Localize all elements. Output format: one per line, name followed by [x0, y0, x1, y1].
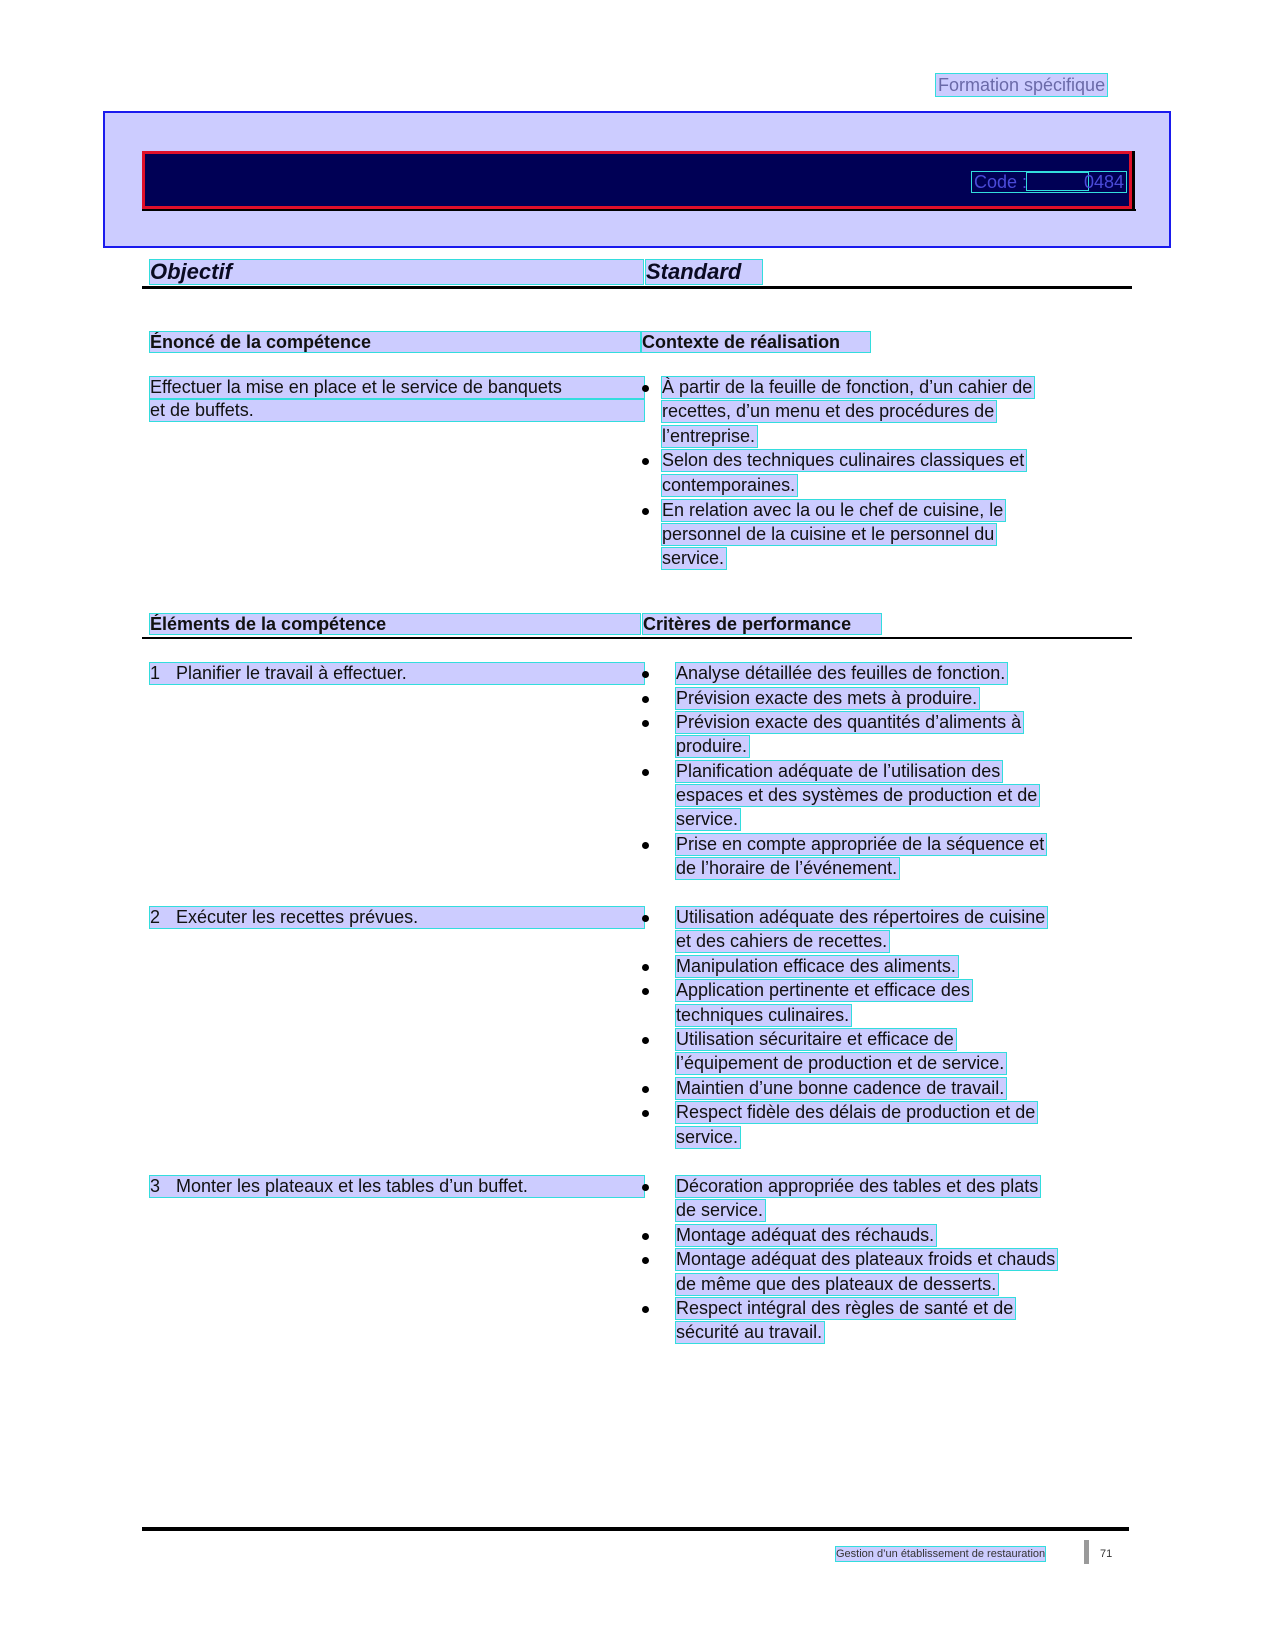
bullet-icon	[640, 1084, 650, 1094]
bullet-icon	[640, 456, 650, 466]
standard-heading	[646, 260, 762, 284]
objectif-heading-text: Objectif	[150, 259, 232, 284]
critere-line: Décoration appropriée des tables et des plats	[676, 1176, 1039, 1196]
code-value: 0484	[1083, 172, 1124, 192]
critere-line: Analyse détaillée des feuilles de fonction.	[676, 663, 1006, 683]
code-separator-box	[1027, 173, 1088, 190]
objectif-heading	[150, 260, 643, 284]
element-text: Exécuter les recettes prévues.	[176, 907, 419, 927]
critere-line: Montage adéquat des réchauds.	[676, 1224, 935, 1245]
critere-line: produire.	[676, 736, 748, 757]
criteres-title: Critères de performance	[643, 614, 881, 634]
contexte-item-line: En relation avec la ou le chef de cuisine, le	[662, 499, 1004, 520]
element-row	[150, 663, 644, 684]
bullet-icon	[640, 1231, 650, 1241]
bullet-icon	[640, 913, 650, 923]
enonce-line: Effectuer la mise en place et le service de banquets	[150, 377, 644, 398]
contexte-item-line: À partir de la feuille de fonction, d’un cahier de	[662, 377, 1033, 397]
heading-rule	[142, 286, 1132, 289]
critere-line: Planification adéquate de l’utilisation des	[676, 760, 1001, 781]
critere-line: espaces et des systèmes de production et de	[676, 785, 1038, 806]
elements-title: Éléments de la compétence	[150, 614, 640, 634]
bullet-icon	[640, 962, 650, 972]
critere-line: Maintien d’une bonne cadence de travail.	[676, 1077, 1005, 1098]
contexte-item-line: Selon des techniques culinaires classiques et	[662, 450, 1025, 471]
critere-line: Respect fidèle des délais de production et de	[676, 1102, 1036, 1123]
contexte-item-line: l’entreprise.	[662, 425, 756, 446]
code-label: Code :	[974, 172, 1028, 192]
element-row	[150, 1176, 644, 1197]
contexte-item-line: recettes, d’un menu et des procédures de	[662, 401, 995, 422]
element-text: Planifier le travail à effectuer.	[176, 663, 407, 683]
standard-heading-text: Standard	[646, 259, 742, 284]
critere-line: service.	[676, 809, 739, 830]
banner-shadow	[142, 209, 1136, 211]
section-rule	[142, 637, 1132, 639]
critere-line: Montage adéquat des plateaux froids et chauds	[676, 1249, 1056, 1270]
bullet-icon	[640, 506, 650, 516]
enonce-line: et de buffets.	[150, 400, 644, 421]
bullet-icon	[640, 383, 650, 393]
contexte-item-line: personnel de la cuisine et le personnel du	[662, 523, 995, 544]
critere-line: Respect intégral des règles de santé et de	[676, 1298, 1014, 1319]
bullet-icon	[640, 1182, 650, 1192]
bullet-icon	[640, 1304, 650, 1314]
critere-line: de service.	[676, 1200, 764, 1221]
element-text: Monter les plateaux et les tables d’un buffet.	[176, 1176, 528, 1196]
footer-title: Gestion d’un établissement de restauration	[836, 1548, 1046, 1560]
competency-code	[972, 172, 1126, 192]
critere-line: techniques culinaires.	[676, 1004, 850, 1025]
element-number: 2	[150, 907, 161, 927]
critere-line: de même que des plateaux de desserts.	[676, 1273, 997, 1294]
critere-line: de l’horaire de l’événement.	[676, 858, 898, 879]
contexte-item-line: contemporaines.	[662, 474, 796, 495]
critere-line: et des cahiers de recettes.	[676, 931, 888, 952]
critere-line: service.	[676, 1126, 739, 1147]
bullet-icon	[640, 1108, 650, 1118]
element-number: 3	[150, 1176, 161, 1196]
enonce-title: Énoncé de la compétence	[150, 332, 640, 352]
bullet-icon	[640, 718, 650, 728]
contexte-item-line: service.	[662, 548, 725, 569]
bullet-icon	[640, 1035, 650, 1045]
critere-line: Prévision exacte des mets à produire.	[676, 687, 978, 708]
program-label: Formation spécifique	[938, 75, 1106, 95]
bullet-icon	[640, 694, 650, 704]
bullet-icon	[640, 1255, 650, 1265]
bullet-icon	[640, 840, 650, 850]
critere-line: Utilisation adéquate des répertoires de cuisine	[676, 907, 1046, 927]
element-row	[150, 907, 644, 928]
critere-line: Prise en compte appropriée de la séquence et	[676, 833, 1045, 854]
critere-line: l’équipement de production et de service.	[676, 1053, 1005, 1074]
banner-shadow-right	[1132, 151, 1135, 211]
bullet-icon	[640, 986, 650, 996]
bullet-icon	[640, 767, 650, 777]
footer-divider	[1084, 1540, 1089, 1564]
critere-line: sécurité au travail.	[676, 1322, 823, 1343]
contexte-title: Contexte de réalisation	[642, 332, 870, 352]
bullet-icon	[640, 669, 650, 679]
critere-line: Application pertinente et efficace des	[676, 980, 970, 1001]
page-number: 71	[1100, 1548, 1113, 1560]
element-number: 1	[150, 663, 161, 683]
critere-line: Manipulation efficace des aliments.	[676, 955, 956, 976]
critere-line: Utilisation sécuritaire et efficace de	[676, 1029, 954, 1050]
critere-line: Prévision exacte des quantités d’aliments à	[676, 712, 1022, 732]
footer-rule	[142, 1527, 1129, 1531]
